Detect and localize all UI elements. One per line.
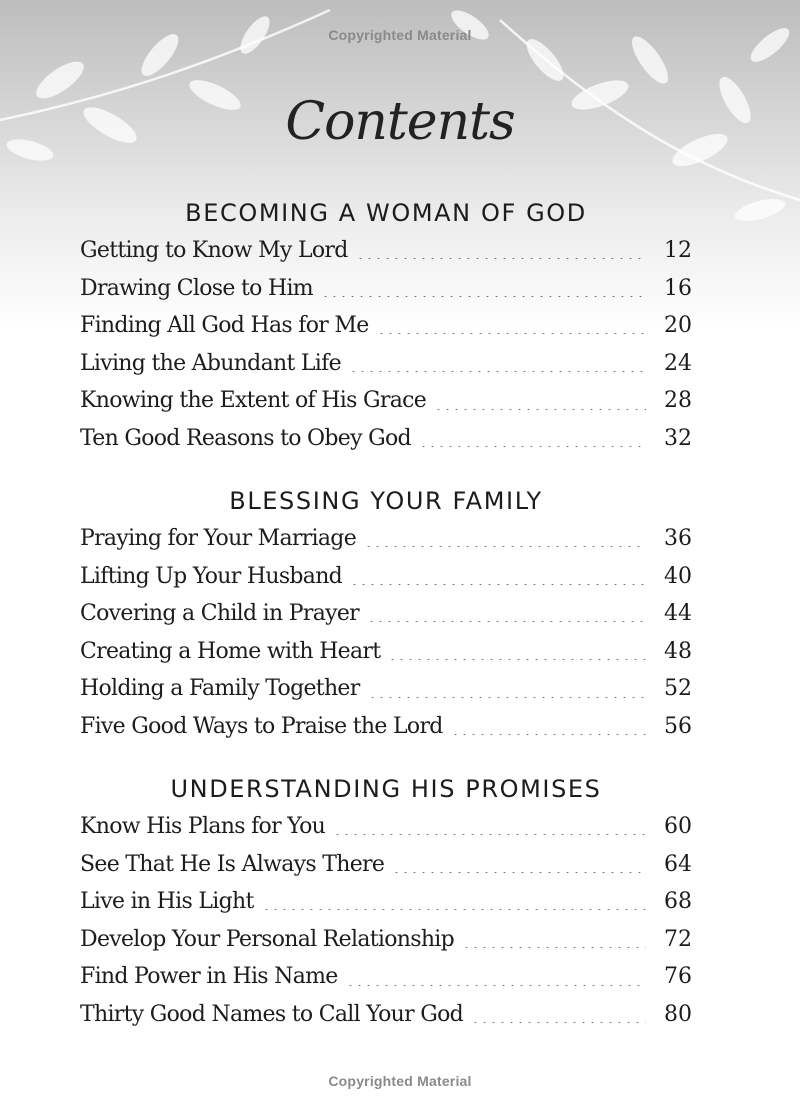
entry-title: Creating a Home with Heart [80, 638, 381, 664]
page-number: 44 [664, 601, 692, 627]
dot-leader [350, 584, 646, 585]
page-number: 28 [664, 388, 692, 414]
toc-entry[interactable] [80, 520, 692, 558]
page-number: 80 [664, 1001, 692, 1027]
entry-title: See That He Is Always There [80, 851, 385, 877]
page-number: 52 [664, 676, 692, 702]
copyright-watermark-top: Copyrighted Material [328, 27, 472, 43]
toc-entry[interactable] [80, 345, 692, 383]
copyright-watermark-bottom: Copyrighted Material [328, 1073, 472, 1089]
page-number: 76 [664, 964, 692, 990]
toc-entry[interactable] [80, 883, 692, 921]
page-number: 16 [664, 275, 692, 301]
page-number: 68 [664, 889, 692, 915]
dot-leader [434, 409, 646, 410]
dot-leader [356, 258, 646, 259]
toc-entry[interactable] [80, 708, 692, 746]
entry-title: Ten Good Reasons to Obey God [80, 425, 411, 451]
toc-section-blessing-your-family [80, 482, 692, 746]
page-number: 12 [664, 238, 692, 263]
dot-leader [462, 947, 646, 948]
page-number: 20 [664, 313, 692, 339]
page-number: 60 [664, 814, 692, 839]
page-number: 72 [664, 926, 692, 952]
toc-entry[interactable] [80, 633, 692, 671]
dot-leader [321, 296, 646, 297]
dot-leader [392, 872, 646, 873]
entry-title: Holding a Family Together [80, 676, 360, 702]
entry-title: Finding All God Has for Me [80, 313, 369, 339]
toc-entry[interactable] [80, 808, 692, 846]
dot-leader [368, 697, 646, 698]
section-heading: BECOMING A WOMAN OF GOD [185, 199, 587, 227]
page-title: Contents [285, 92, 515, 152]
page-number: 32 [664, 425, 692, 451]
entry-title: Getting to Know My Lord [80, 238, 348, 263]
toc-entry[interactable] [80, 996, 692, 1034]
entry-title: Thirty Good Names to Call Your God [80, 1001, 464, 1027]
entry-title: Live in His Light [80, 889, 254, 915]
dot-leader [419, 446, 646, 447]
toc-section-understanding-his-promises [80, 770, 692, 1034]
entry-title: Develop Your Personal Relationship [80, 926, 455, 952]
page-number: 40 [664, 563, 692, 589]
dot-leader [388, 659, 646, 660]
page-number: 48 [664, 638, 692, 664]
toc-entry[interactable] [80, 270, 692, 308]
toc-entry[interactable] [80, 232, 692, 270]
entry-title: Find Power in His Name [80, 964, 338, 990]
dot-leader [377, 333, 646, 334]
dot-leader [349, 371, 646, 372]
dot-leader [333, 834, 646, 835]
toc-entry[interactable] [80, 958, 692, 996]
section-heading: BLESSING YOUR FAMILY [229, 487, 543, 515]
entry-title: Drawing Close to Him [80, 275, 313, 301]
toc-entry[interactable] [80, 558, 692, 596]
toc-entry[interactable] [80, 846, 692, 884]
page-number: 24 [664, 350, 692, 376]
page-number: 56 [664, 713, 692, 739]
toc-entry[interactable] [80, 382, 692, 420]
toc-entry[interactable] [80, 921, 692, 959]
dot-leader [364, 546, 646, 547]
dot-leader [471, 1022, 646, 1023]
dot-leader [451, 734, 646, 735]
entry-title: Five Good Ways to Praise the Lord [80, 713, 443, 739]
page-number: 64 [664, 851, 692, 877]
section-heading: UNDERSTANDING HIS PROMISES [170, 775, 602, 803]
toc-section-becoming-a-woman-of-god [80, 194, 692, 458]
entry-title: Knowing the Extent of His Grace [80, 388, 427, 414]
entry-title: Know His Plans for You [80, 814, 326, 839]
entry-title: Living the Abundant Life [80, 350, 341, 376]
entry-title: Praying for Your Marriage [80, 526, 357, 551]
toc-entry[interactable] [80, 670, 692, 708]
dot-leader [262, 909, 646, 910]
entry-title: Covering a Child in Prayer [80, 601, 359, 627]
toc-entry[interactable] [80, 307, 692, 345]
dot-leader [367, 621, 646, 622]
toc-entry[interactable] [80, 420, 692, 458]
dot-leader [346, 985, 646, 986]
page-number: 36 [664, 526, 692, 551]
toc-entry[interactable] [80, 595, 692, 633]
entry-title: Lifting Up Your Husband [80, 563, 343, 589]
